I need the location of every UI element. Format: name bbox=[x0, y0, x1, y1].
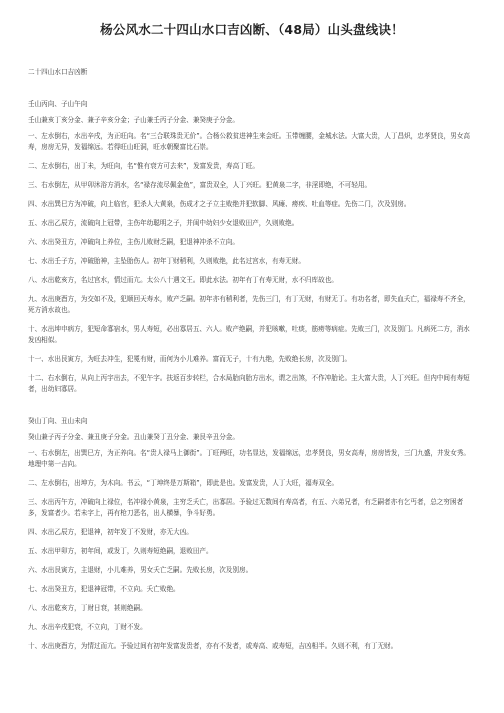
list-item: 二、左水倒右，出坤方，为木向。书云，“丁坤终是万斯箱”，即此是也。发富发贵，人丁大旺，福寿双全。 bbox=[28, 478, 339, 487]
list-item: 十一、水出艮寅方，为旺去冲生，犯冕有财，而何为小儿难养。富而无子，十有九绝，先败绝长房，次及别门。 bbox=[28, 355, 352, 363]
list-item: 九、水出庚酉方，为交如不及，犯顺回天寿水，败产乏嗣。初年亦有稍利者，先伤三门，有丁无财，有财无丁。有功名者，即失血夭亡，福禄寿不齐全，死方消水故也。 bbox=[28, 295, 470, 314]
list-item: 八、水出乾亥方，丁财日衰，甚则绝嗣。 bbox=[28, 603, 147, 612]
list-item: 二、左水倒右，出丁未，为旺向，名“惟有衰方可去来”，发富发贵，寿高丁旺。 bbox=[28, 162, 260, 170]
list-item: 五、水出甲卯方，初年间，或发丁，久则寿短绝嗣，退败田产。 bbox=[28, 546, 213, 555]
list-item: 一、左水倒右，水出辛戌，为正旺向。名“三合联珠贵无价”。合杨公救贫进神生来会旺。玉带缠腰，金城水法。大富大贵，人丁昌炽，忠孝贤良，男女高寿，房房无异，发福绵远。若得旺山旺洞，旺水朝聚富比石崇。 bbox=[28, 132, 471, 151]
list-item: 六、水出癸丑方，冲破向上养位，主伤儿败财乏嗣，犯退神冲杀不立向。 bbox=[28, 238, 239, 246]
list-item: 十、水出坤申病方，犯短命寡宿水，男人寿短，必出寡居五、六人。败产绝嗣，并犯咳嗽，吐痰，筋痨等病症。先败三门，次及别门。凡病死二方，消水发凶相似。 bbox=[28, 325, 470, 344]
section-intro: 壬山兼亥丁亥分金、兼子辛亥分金；子山兼壬丙子分金、兼癸庚子分金。 bbox=[28, 116, 239, 124]
list-item: 七、水出癸丑方，犯退神冠带，不立向。夭亡败绝。 bbox=[28, 584, 180, 593]
section-heading: 壬山丙向、子山午向 bbox=[28, 100, 88, 108]
list-item: 十、水出庚酉方，为情过而亢。予验过间有初年发富发贵者，亦有不发者，或寿高、或寿短，吉凶相半。久则不利，有丁无财。 bbox=[28, 641, 398, 650]
list-item: 一、右水倒左，出巽巳方，为正养向。名“贵人禄马上御街”。丁旺两旺，功名显达，发福绵远，忠孝贤良，男女高寿，房房皆发，三门九盛，井发女秀。地理中第一吉向。 bbox=[28, 448, 471, 468]
list-item: 十二、右水倒右，从向上丙宇出去，不犯午字。扶返百步转栏，合水局胎向胎方出水，谓之出煞，不作冲胎论。主大富大贵，人丁兴旺。但内中间有寿短者，出幼妇寡居。 bbox=[28, 374, 470, 393]
article-subtitle: 二十四山水口吉凶断 bbox=[28, 68, 88, 76]
list-item: 三、右水倒左，从甲卯沐浴方消水，名“禄存流尽佩金鱼”，富贵双全，人丁兴旺。犯黄泉二字，非淫即绝，不可轻用。 bbox=[28, 181, 372, 189]
list-item: 六、水出艮寅方，主退财，小儿难养，男女夭亡乏嗣。先败长房，次及别房。 bbox=[28, 565, 253, 574]
section-ren-bing bbox=[28, 77, 476, 395]
section-intro: 癸山兼子丙子分金、兼丑庚子分金。丑山兼癸丁丑分金、兼艮辛丑分金。 bbox=[28, 432, 239, 441]
section-heading: 癸山丁向、丑山未向 bbox=[28, 416, 88, 425]
list-item: 四、水出巽巳方为冲破，向上临官，犯杀人大黄泉，伤成才之子立主败绝并犯软脚、风瘫、痨疾、吐血等症。先伤二门，次及别房。 bbox=[28, 200, 411, 208]
list-item: 三、水出丙午方，冲破向上禄位，名冲禄小黄泉，主穷乏夭亡，出寡居。予验过无数间有寿高者，有五、六弟兄者，有乏嗣者亦有乞丐者，总之穷困者多，发富者少。若未字上，再有枪刀恶名，出人横暴，争斗好勇。 bbox=[28, 497, 464, 517]
list-item: 四、水出乙辰方，犯退神，初年发丁不发财，亦无大凶。 bbox=[28, 527, 193, 536]
section-gui-ding bbox=[28, 402, 476, 652]
article-title: 杨公风水二十四山水口吉凶断、（48局）山头盘线诀！ bbox=[100, 22, 404, 37]
list-item: 九、水出辛戌犯衰，不立向，丁财不发。 bbox=[28, 622, 147, 631]
list-item: 八、水出乾亥方，名过宫水，情过而亢。太公八十遇文王。即此水法。初年有丁有寿无财，水不归库故也。 bbox=[28, 276, 338, 284]
list-item: 七、水出壬子方，冲破胎神，主坠胎伤人。初年丁财稍利，久则败绝，此名过宫水，有寿无财。 bbox=[28, 257, 305, 265]
list-item: 五、水出乙辰方，流破向上冠带，主伤年幼聪明之子，并闺中幼妇少女退败田产，久则败绝。 bbox=[28, 219, 299, 227]
